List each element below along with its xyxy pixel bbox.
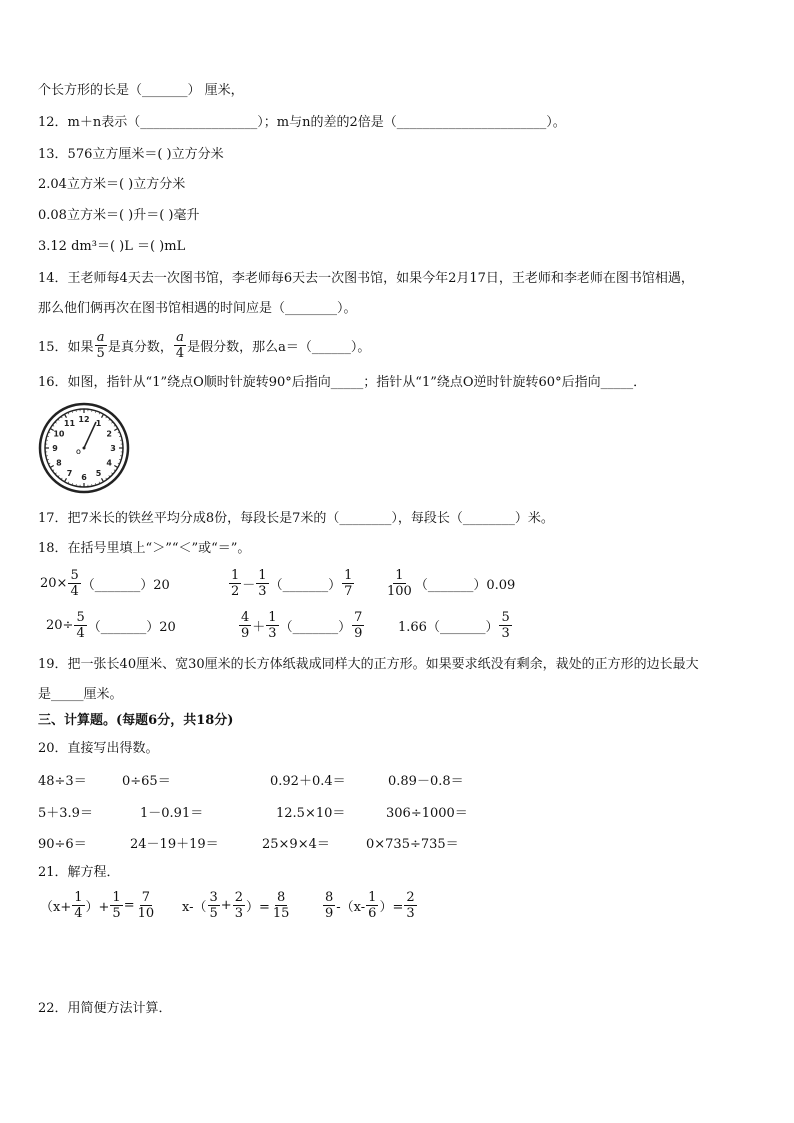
q21e2-d1: 5 [209, 906, 218, 921]
q21e2-op: + [220, 898, 232, 913]
clock-number-3: 3 [110, 444, 116, 453]
question-13-line-3: 0.08立方米＝( )升＝( )毫升 [38, 208, 200, 223]
clock-center-dot [83, 447, 86, 450]
q21e2-pre: x-（ [182, 900, 207, 915]
q20-r3-c2: 24－19＋19＝ [130, 837, 219, 852]
q18d-pre: 20÷ [46, 618, 74, 633]
q21e2-n3: 8 [277, 890, 286, 905]
q18e-blank: （_______） [279, 620, 352, 635]
q21e1-fraction-2 [110, 890, 122, 921]
question-20: 20．直接写出得数。 [38, 741, 159, 756]
q18e-d3: 9 [354, 626, 363, 641]
q15-prefix: 15．如果 [38, 340, 94, 355]
question-21: 21．解方程． [38, 865, 120, 880]
q15-suffix: 是假分数，那么a＝（______）。 [187, 340, 371, 355]
q18b-fraction-2 [256, 568, 268, 599]
q18c-blank: （_______）0.09 [414, 578, 516, 593]
q18e-d2: 3 [268, 626, 277, 641]
q18e-fraction-1 [239, 610, 251, 641]
question-19-line-2: 是_____厘米。 [38, 687, 123, 702]
q18-item-e [238, 610, 365, 641]
clock-number-10: 10 [53, 429, 65, 439]
q18b-fraction-1 [229, 568, 241, 599]
q18b-n1: 1 [231, 568, 240, 583]
q18e-n3: 7 [354, 610, 363, 625]
q18b-d3: 7 [344, 584, 353, 599]
q18e-d1: 9 [241, 626, 250, 641]
q18b-blank: （_______） [269, 578, 342, 593]
q21e2-fraction-2 [233, 890, 245, 921]
question-16: 16．如图，指针从“1”绕点O顺时针旋转90°后指向_____；指针从“1”绕点O逆时针旋转60°后指向_____． [38, 375, 647, 390]
question-13-line-4: 3.12 dm³＝( )L ＝( )mL [38, 239, 186, 254]
q18a-pre: 20× [40, 576, 68, 591]
q20-r1-c1: 48÷3＝ [38, 774, 87, 789]
clock-center-label: o [76, 447, 81, 456]
q15-f2-denominator: 4 [175, 346, 185, 361]
q21e1-mid: ）+ [85, 900, 110, 915]
q20-r3-c1: 90÷6＝ [38, 837, 87, 852]
q20-r2-c3: 12.5×10＝ [276, 806, 346, 821]
q18d-num: 5 [76, 610, 85, 625]
question-19-line-1: 19．把一张长40厘米、宽30厘米的长方体纸裁成同样大的正方形。如果要求纸没有剩余，裁处的正方形的边长最大 [38, 657, 699, 672]
q21e2-n2: 2 [234, 890, 243, 905]
q20-r2-c4: 306÷1000＝ [386, 806, 468, 821]
clock-number-4: 4 [106, 458, 112, 468]
q21e1-n2: 1 [112, 890, 121, 905]
q18c-n1: 1 [395, 568, 404, 583]
q21e2-d3: 15 [272, 906, 290, 921]
q18a-den: 4 [70, 584, 79, 599]
question-14-line-1: 14．王老师每4天去一次图书馆，李老师每6天去一次图书馆，如果今年2月17日，王老师和李老师在图书馆相遇， [38, 271, 694, 286]
q18d-den: 4 [76, 626, 85, 641]
clock-number-11: 11 [63, 418, 76, 428]
q18b-d1: 2 [231, 584, 240, 599]
q18c-fraction [385, 568, 414, 599]
q20-r2-c2: 1－0.91＝ [140, 806, 204, 821]
q18f-fraction [499, 610, 511, 641]
q21e2-fraction-1 [208, 890, 220, 921]
q18a-num: 5 [70, 568, 79, 583]
question-15 [38, 330, 370, 361]
q21e3-d3: 3 [406, 906, 415, 921]
q21e3-d2: 6 [368, 906, 377, 921]
q21e2-fraction-3 [271, 890, 292, 921]
q21e3-fraction-3 [404, 890, 416, 921]
q21e3-n1: 8 [325, 890, 334, 905]
clock-number-6: 6 [81, 473, 87, 482]
clock-number-9: 9 [52, 444, 58, 453]
q20-r1-c2: 0÷65＝ [122, 774, 171, 789]
clock-number-12: 12 [78, 415, 90, 424]
question-12: 12．m＋n表示（__________________）；m与n的差的2倍是（_______________________）。 [38, 115, 566, 130]
q21e1-eq: = [123, 898, 135, 913]
q21e1-n3: 7 [141, 890, 151, 905]
q21e1-open: （x+ [40, 900, 72, 915]
question-18: 18．在括号里填上“＞”“＜”或“＝”。 [38, 541, 251, 556]
q18c-d1: 100 [387, 584, 412, 599]
q15-mid: 是真分数， [107, 340, 173, 355]
q18b-n2: 1 [258, 568, 267, 583]
q21e3-mid: -（x- [336, 900, 366, 915]
q18e-n2: 1 [268, 610, 277, 625]
q18b-op: － [242, 578, 256, 593]
clock-number-7: 7 [66, 469, 73, 479]
q20-r3-c4: 0×735÷735＝ [366, 837, 459, 852]
q21e3-eq: ）= [379, 900, 404, 915]
clock-number-2: 2 [106, 429, 112, 439]
q18b-d2: 3 [258, 584, 267, 599]
q20-r3-c3: 25×9×4＝ [262, 837, 330, 852]
q18a-fraction [68, 568, 80, 599]
q18f-num: 5 [501, 610, 510, 625]
q15-fraction-2 [174, 330, 186, 361]
q21e1-fraction-1 [72, 890, 84, 921]
q18e-op: ＋ [252, 620, 266, 635]
q21e2-n1: 3 [209, 890, 218, 905]
q20-r2-c1: 5＋3.9＝ [38, 806, 93, 821]
q15-f1-denominator: 5 [96, 346, 105, 361]
q18-item-a [40, 568, 170, 599]
q18-item-f [398, 610, 513, 641]
q18b-n3: 1 [344, 568, 353, 583]
q21e1-d2: 5 [112, 906, 121, 921]
question-14-line-2: 那么他们俩再次在图书馆相遇的时间应是（________）。 [38, 301, 357, 316]
q21e1-d3: 10 [137, 906, 155, 921]
q15-f1-numerator: a [96, 330, 105, 345]
question-22: 22．用简便方法计算． [38, 1001, 172, 1016]
clock-number-8: 8 [56, 458, 62, 468]
q21e1-d1: 4 [74, 906, 83, 921]
q18-item-b [228, 568, 355, 599]
q20-r1-c4: 0.89－0.8＝ [388, 774, 464, 789]
question-17: 17．把7米长的铁丝平均分成8份，每段长是7米的（________），每段长（________）米。 [38, 511, 554, 526]
q15-f2-numerator: a [176, 330, 184, 345]
q21-equation-1 [40, 890, 157, 921]
q18d-blank: （_______）20 [87, 620, 176, 635]
question-13-line-2: 2.04立方米＝( )立方分米 [38, 177, 186, 192]
question-13-line-1: 13．576立方厘米＝( )立方分米 [38, 147, 224, 162]
q18-item-d [46, 610, 176, 641]
q18-item-c [384, 568, 515, 599]
q21-equation-3 [322, 890, 418, 921]
q21-equation-2 [182, 890, 292, 921]
q21e3-n2: 1 [368, 890, 377, 905]
q21e3-fraction-2 [366, 890, 378, 921]
q18a-blank: （_______）20 [81, 578, 170, 593]
q20-r1-c3: 0.92＋0.4＝ [270, 774, 346, 789]
q21e1-fraction-3 [136, 890, 157, 921]
q15-fraction-1 [95, 330, 107, 361]
clock-number-1: 1 [95, 418, 102, 428]
q18b-fraction-3 [342, 568, 354, 599]
section-3-heading: 三、计算题。(每题6分，共18分) [38, 713, 234, 728]
q18f-pre: 1.66（_______） [398, 620, 499, 635]
q18d-fraction [74, 610, 86, 641]
q21e3-d1: 9 [325, 906, 334, 921]
q21e3-n3: 2 [406, 890, 415, 905]
q21e2-d2: 3 [234, 906, 243, 921]
q18e-fraction-3 [352, 610, 364, 641]
clock-number-5: 5 [95, 469, 102, 479]
q18e-n1: 4 [241, 610, 250, 625]
q21e1-n1: 1 [74, 890, 83, 905]
q21e2-eq: ）= [245, 900, 270, 915]
q21e3-fraction-1 [323, 890, 335, 921]
q18e-fraction-2 [266, 610, 278, 641]
clock-figure [38, 402, 130, 494]
q18f-den: 3 [501, 626, 510, 641]
question-11-continuation: 个长方形的长是（_______） 厘米， [38, 83, 244, 98]
